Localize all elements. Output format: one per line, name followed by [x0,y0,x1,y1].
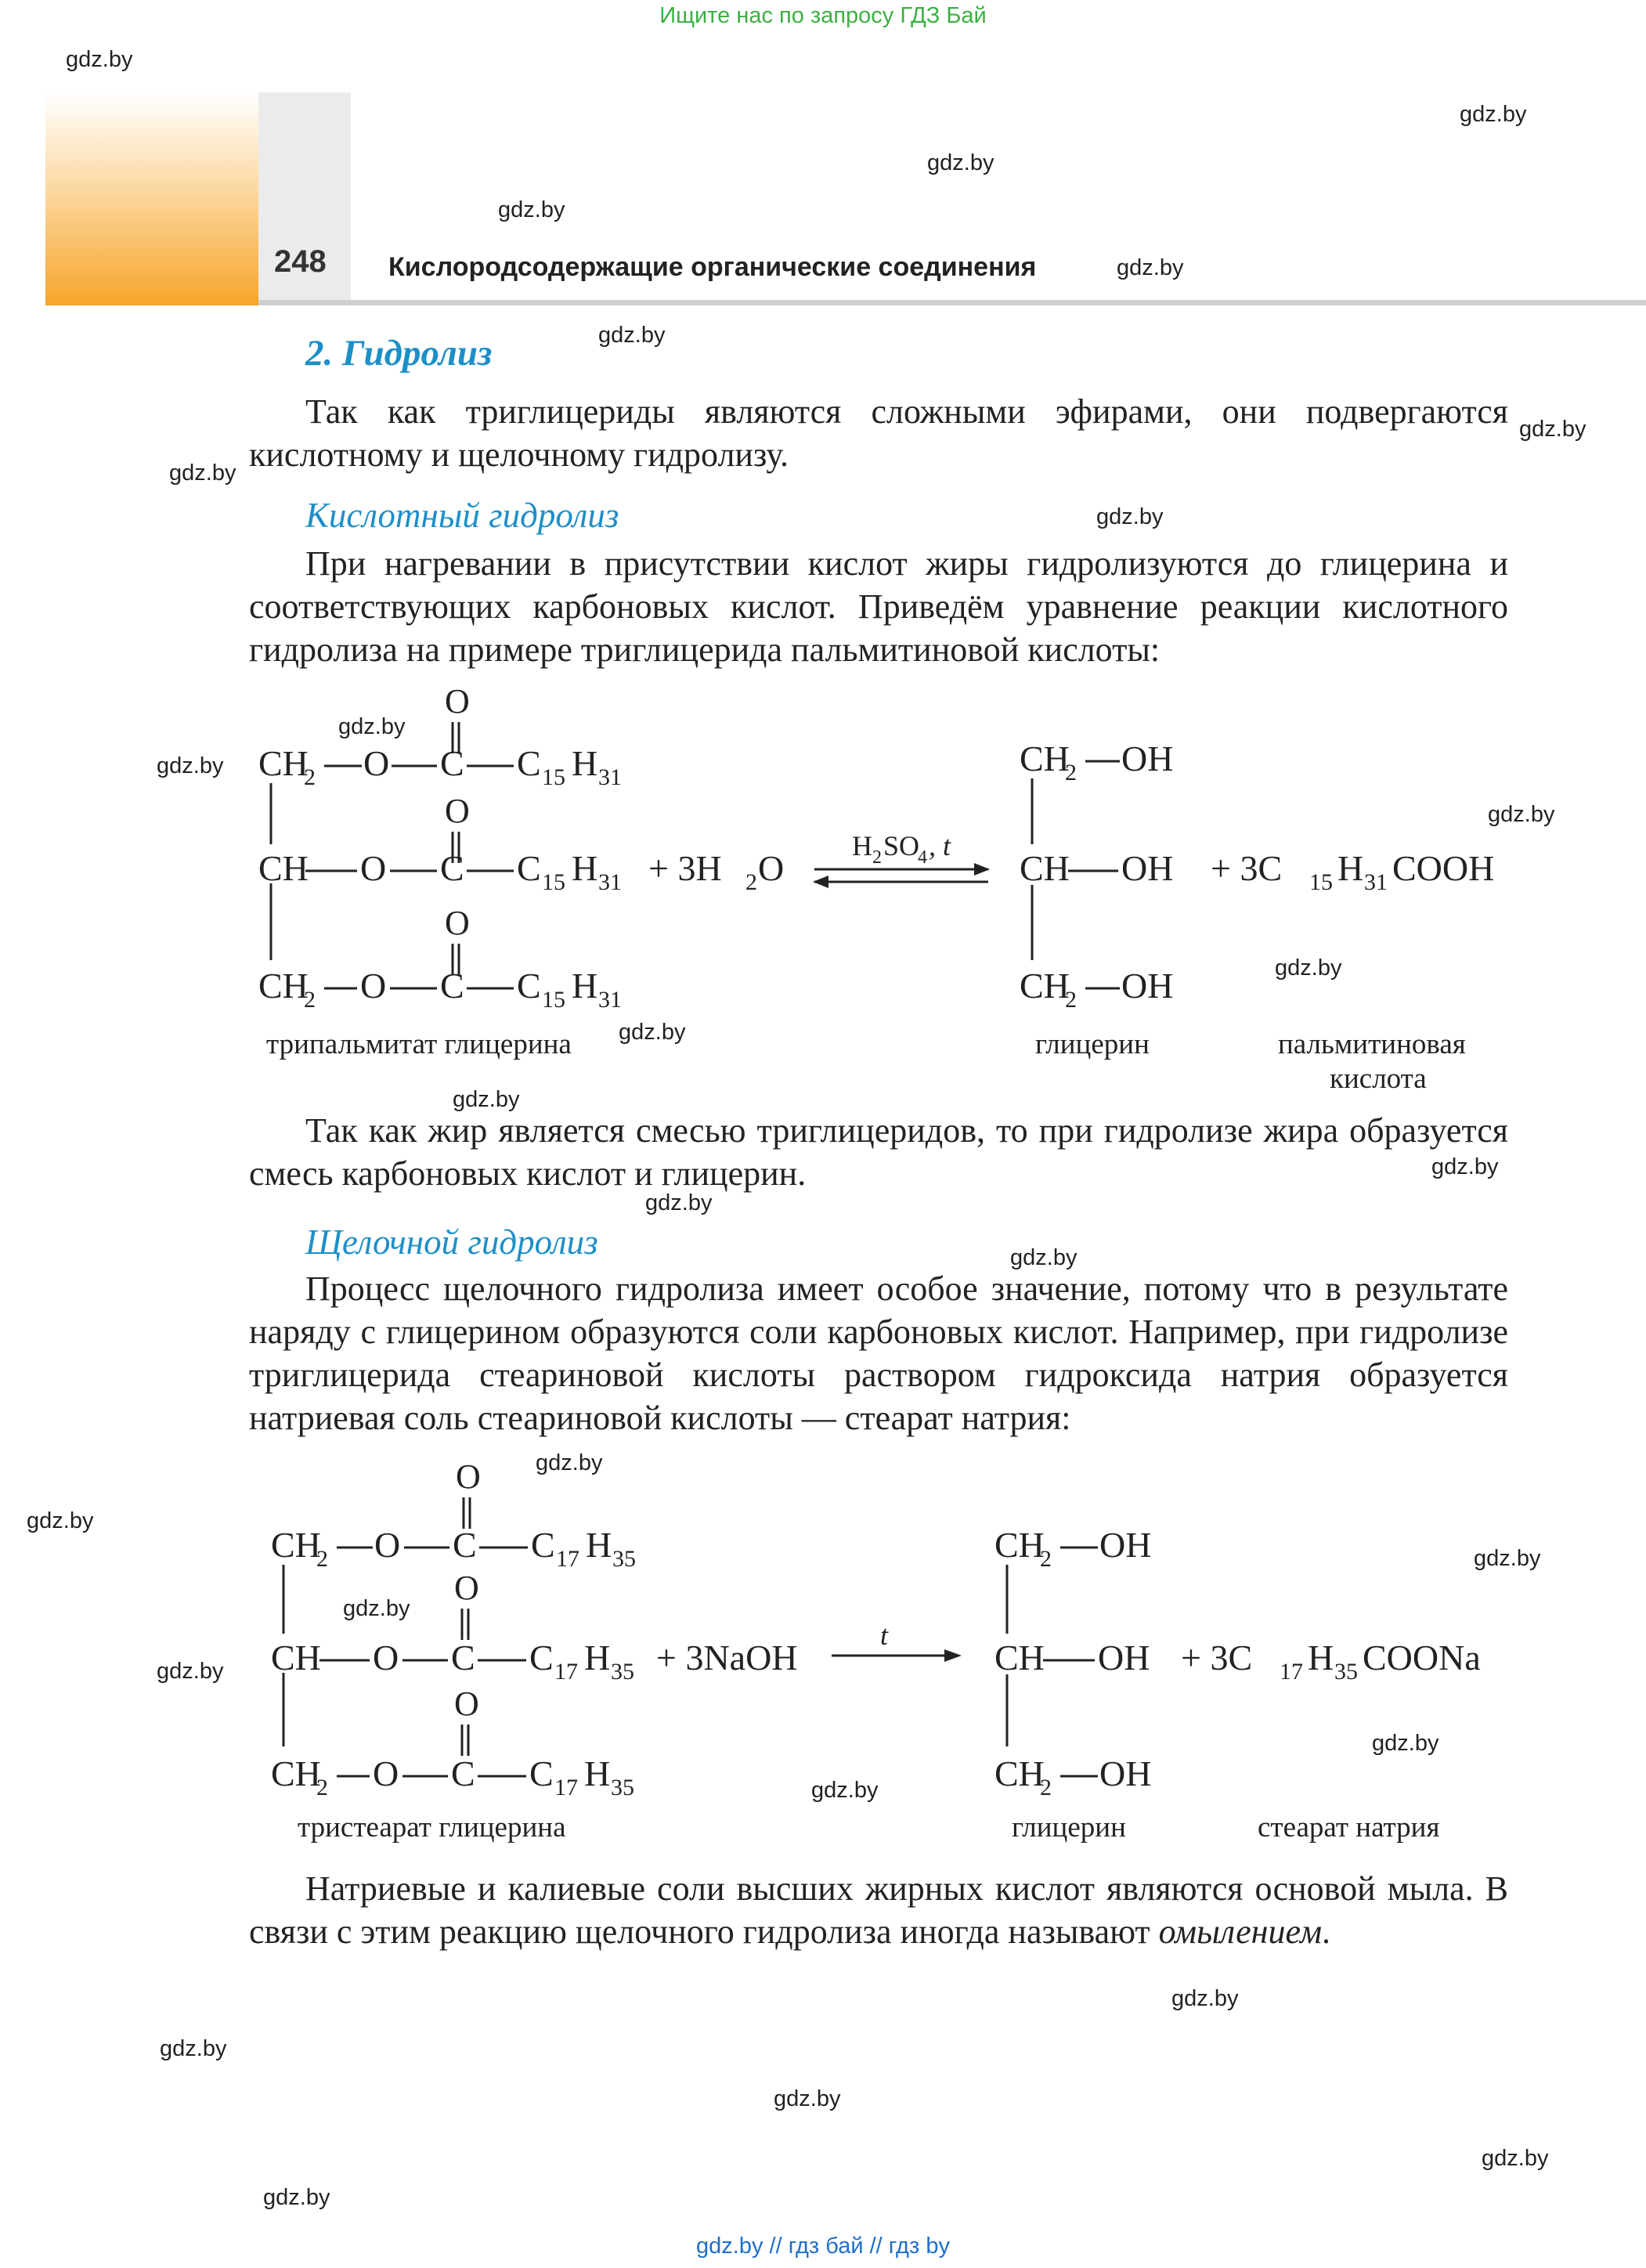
page-number: 248 [274,244,327,279]
svg-text:35: 35 [1334,1659,1358,1685]
header-rule [258,300,1646,305]
ch2-top: CH [258,743,309,783]
caption-tristearin: тристеарат глицерина [298,1811,566,1844]
watermark[interactable]: gdz.by [27,1508,94,1533]
watermark[interactable]: gdz.by [1519,417,1586,442]
svg-text:C: C [531,1525,555,1565]
carbonyl-o-1: O [445,682,470,720]
intro-paragraph [249,390,1508,476]
svg-text:2: 2 [1065,760,1077,785]
svg-text:O: O [758,848,785,888]
svg-text:4: 4 [918,847,927,868]
watermark[interactable]: gdz.by [1117,255,1184,280]
glycerol-product-2 [994,1525,1151,1800]
svg-text:35: 35 [611,1659,634,1685]
water-term: + 3H [648,848,722,888]
watermark[interactable]: gdz.by [811,1778,879,1803]
saponification-term: омылением [1158,1912,1323,1951]
watermark[interactable]: gdz.by [160,2036,227,2061]
watermark[interactable]: gdz.by [536,1450,603,1475]
watermark[interactable]: gdz.by [927,150,994,175]
svg-text:15: 15 [1309,869,1333,895]
svg-text:H: H [1308,1638,1334,1678]
alkali-text: Процесс щелочного гидролиза имеет особое значение, потому что в результате наряду с глицерином образуются соли карбоновых кислот. Например, при гидролизе триглицерида стеариновой кислоты раствором гидроксида натрия образуется натриевая соль стеариновой кислоты — стеарат натрия: [249,1269,1508,1437]
svg-text:C: C [453,1525,477,1565]
svg-text:H: H [584,1638,611,1678]
svg-text:31: 31 [598,987,622,1013]
acid-after-text: Так как жир является смесью триглицеридов, то при гидролизе жира образуется смесь карбоновых кислот и глицерин. [249,1111,1508,1193]
svg-text:t: t [880,1620,889,1651]
svg-text:C: C [529,1753,554,1793]
watermark[interactable]: gdz.by [453,1087,520,1112]
watermark[interactable]: gdz.by [598,323,666,348]
caption-palmitic-l2: кислота [1330,1063,1427,1095]
svg-text:O: O [456,1457,481,1496]
svg-text:H: H [852,830,872,861]
svg-text:O: O [360,848,387,888]
sodium-stearate-product [1181,1638,1481,1685]
svg-text:35: 35 [611,1775,634,1800]
watermark[interactable]: gdz.by [774,2086,841,2111]
watermark[interactable]: gdz.by [1460,102,1527,127]
svg-text:H: H [572,966,598,1006]
svg-text:C: C [517,848,541,888]
svg-text:31: 31 [598,869,622,895]
acid-hydrolysis-equation [0,674,1646,1013]
caption-glycerol-1: глицерин [1035,1028,1150,1060]
caption-sodium-stearate: стеарат натрия [1258,1811,1440,1844]
svg-text:CH: CH [994,1753,1045,1793]
svg-text:31: 31 [1364,869,1388,895]
svg-text:2: 2 [1040,1546,1052,1572]
carbonyl-o-2: O [445,792,470,830]
svg-text:O: O [374,1525,401,1565]
svg-text:+ 3C: + 3C [1211,848,1283,888]
svg-text:31: 31 [598,764,622,790]
svg-text:2: 2 [316,1775,328,1800]
watermark[interactable]: gdz.by [1171,1986,1239,2011]
svg-text:C: C [517,743,541,783]
svg-text:H: H [586,1525,612,1565]
svg-text:CH: CH [1020,966,1070,1006]
svg-text:C: C [451,1753,475,1793]
carbonyl-o-3: O [445,904,470,942]
svg-text:O: O [373,1638,399,1678]
svg-text:OH: OH [1099,1753,1152,1793]
svg-text:C: C [440,848,464,888]
svg-text:15: 15 [542,987,565,1013]
caption-glycerol-2: глицерин [1012,1811,1126,1844]
svg-text:CH: CH [1020,739,1070,778]
watermark[interactable]: gdz.by [1010,1245,1077,1270]
watermark[interactable]: gdz.by [1096,504,1164,529]
watermark[interactable]: gdz.by [619,1020,686,1045]
svg-text:CH: CH [271,1525,321,1565]
watermark[interactable]: gdz.by [157,753,224,778]
glycerol-product [1020,739,1173,1013]
watermark[interactable]: gdz.by [1482,2146,1549,2171]
intro-text: Так как триглицериды являются сложными эфирами, они подвергаются кислотному и щелочному гидролизу. [249,392,1508,474]
watermark[interactable]: gdz.by [1474,1546,1541,1571]
watermark[interactable]: gdz.by [66,47,133,72]
svg-text:2: 2 [304,764,316,790]
watermark[interactable]: gdz.by [1488,802,1555,827]
watermark[interactable]: gdz.by [498,197,565,222]
svg-text:2: 2 [745,869,757,895]
svg-text:O: O [454,1569,479,1607]
svg-text:2: 2 [304,987,316,1013]
section-title: 2. Гидролиз [305,333,493,374]
svg-text:C: C [529,1638,554,1678]
svg-text:17: 17 [554,1775,578,1800]
svg-text:2: 2 [1065,987,1077,1013]
svg-text:17: 17 [1280,1659,1303,1685]
watermark[interactable]: gdz.by [1275,955,1342,981]
svg-text:O: O [360,966,387,1006]
svg-text:SO: SO [883,830,920,861]
svg-text:C: C [517,966,541,1006]
svg-text:H: H [584,1753,611,1793]
watermark[interactable]: gdz.by [263,2185,330,2210]
header-accent-block [45,92,258,305]
acid-after-paragraph [249,1109,1508,1195]
svg-text:COONa: COONa [1363,1638,1481,1678]
svg-text:O: O [373,1753,399,1793]
svg-text:CH: CH [271,1753,321,1793]
svg-text:C: C [440,966,464,1006]
watermark[interactable]: gdz.by [1372,1731,1439,1756]
watermark[interactable]: gdz.by [1431,1154,1499,1179]
acid-text: При нагревании в присутствии кислот жиры гидролизуются до глицерина и соответствующих карбоновых кислот. Приведём уравнение реакции кислотного гидролиза на примере триглицерида пальмитиновой кислоты: [249,544,1508,669]
svg-text:2: 2 [872,847,882,868]
alkali-hydrolysis-title: Щелочной гидролиз [305,1222,598,1262]
svg-text:OH: OH [1099,1525,1152,1565]
svg-text:2: 2 [316,1546,328,1572]
svg-text:C: C [440,743,464,783]
acid-paragraph [249,542,1508,671]
svg-text:COOH: COOH [1392,848,1495,888]
svg-text:CH: CH [994,1638,1045,1678]
watermark[interactable]: gdz.by [338,714,406,739]
svg-text:H: H [1337,848,1364,888]
svg-text:CH: CH [1020,848,1070,888]
svg-text:+ 3C: + 3C [1181,1638,1253,1678]
svg-text:2: 2 [1040,1775,1052,1800]
svg-text:35: 35 [612,1546,636,1572]
ch2-bottom: CH [258,966,309,1006]
watermark[interactable]: gdz.by [169,460,236,486]
bottom-banner[interactable]: gdz.by // гдз бай // гдз by [696,2234,950,2259]
svg-text:O: O [454,1685,479,1723]
tripalmitin-structure [258,682,622,1013]
reversible-arrow [813,830,990,888]
soap-text: Натриевые и калиевые соли высших жирных кислот являются основой мыла. В связи с этим реакцию щелочного гидролиза иногда называют омылением. [249,1869,1508,1951]
svg-text:CH: CH [994,1525,1045,1565]
caption-palmitic-l1: пальмитиновая [1278,1028,1466,1060]
top-banner: Ищите нас по запросу ГДЗ Бай [659,3,987,28]
alkali-paragraph [249,1267,1508,1439]
svg-text:15: 15 [542,869,565,895]
watermark[interactable]: gdz.by [645,1190,713,1215]
palmitic-acid-product [1211,848,1494,895]
svg-text:, t: , t [929,830,951,861]
svg-text:O: O [363,743,390,783]
svg-text:OH: OH [1121,848,1174,888]
svg-text:OH: OH [1121,966,1174,1006]
watermark[interactable]: gdz.by [157,1659,224,1684]
svg-text:17: 17 [554,1659,578,1685]
svg-text:H: H [572,743,598,783]
svg-text:15: 15 [542,764,565,790]
svg-text:C: C [451,1638,475,1678]
svg-text:OH: OH [1098,1638,1150,1678]
running-title: Кислородсодержащие органические соединения [388,252,1037,282]
svg-text:H: H [572,848,598,888]
soap-paragraph [249,1867,1508,1953]
naoh-term: + 3NaOH [656,1638,798,1678]
forward-arrow [832,1620,962,1662]
caption-tripalmitin: трипальмитат глицерина [266,1028,572,1060]
ch-middle: CH [258,848,309,888]
svg-text:CH: CH [271,1638,321,1678]
tristearin-structure [271,1457,636,1800]
svg-text:17: 17 [556,1546,579,1572]
acid-hydrolysis-title: Кислотный гидролиз [305,496,619,535]
watermark[interactable]: gdz.by [343,1596,410,1621]
svg-text:OH: OH [1121,739,1174,778]
